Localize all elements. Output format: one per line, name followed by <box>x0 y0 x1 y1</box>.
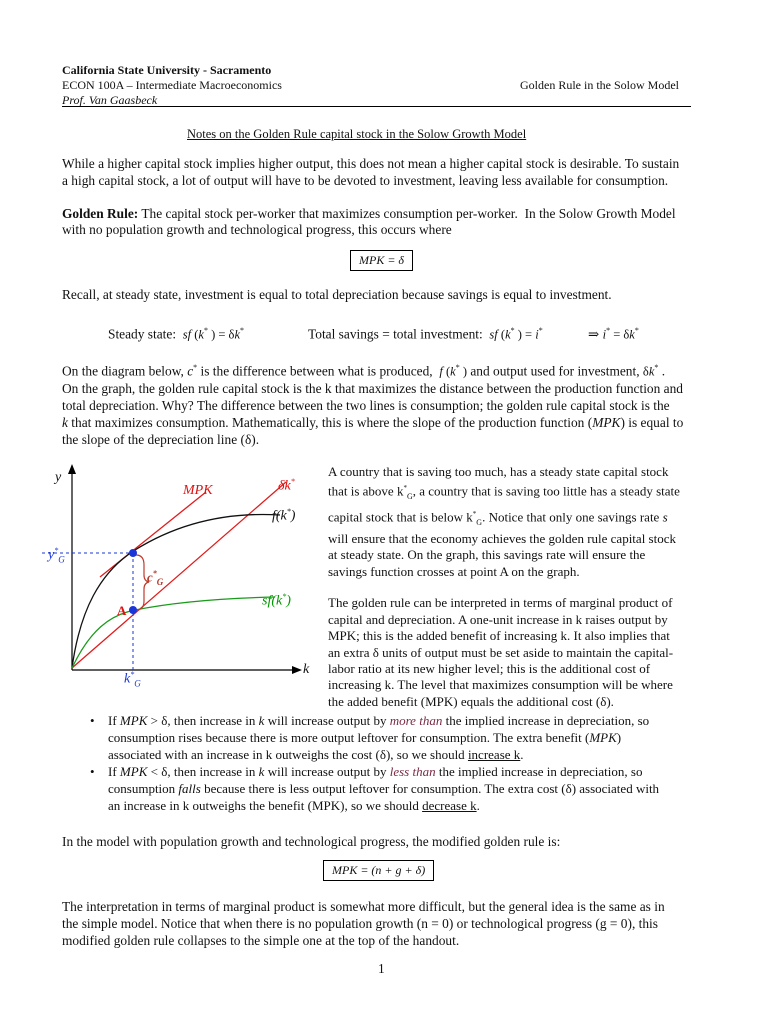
bullet-mpk-greater <box>80 712 720 763</box>
right-column <box>328 464 708 710</box>
diagram-text-1b: is the difference between what is produced, <box>197 363 436 379</box>
golden-rule-line-1: The capital stock per-worker that maximizes consumption per-worker. In the Solow Growth Model <box>138 206 676 221</box>
production-label-text: f(k <box>272 508 287 524</box>
university-name: California State University - Sacramento <box>62 63 272 77</box>
yg-label-sub: G <box>58 554 65 565</box>
diagram-text-line-5: the slope of the depreciation line (δ). <box>62 432 260 447</box>
diagram-text-4c: MPK <box>592 415 621 430</box>
b1-a: If <box>108 713 120 728</box>
diagram-text-1a: On the diagram below, <box>62 363 188 379</box>
steady-state-equation: Steady state: sf (k* ) = δk* <box>108 326 245 342</box>
kg-label <box>124 670 141 688</box>
diagram-text-4a: k <box>62 415 68 430</box>
b2-mpk: MPK <box>119 764 148 779</box>
right-p1-line-4: will ensure that the economy achieves the golden rule capital stock <box>328 531 676 547</box>
page-title: Notes on the Golden Rule capital stock in the Solow Growth Model <box>187 127 527 141</box>
b1-more-than: more than <box>389 713 443 728</box>
b1-line-2-mpk: MPK <box>589 730 617 745</box>
b1-action: increase k <box>467 747 521 762</box>
depreciation-label-text: δk <box>278 478 291 494</box>
b2-a: If <box>108 764 120 779</box>
savings-function-curve <box>72 597 275 668</box>
right-p1-line-5: at steady state. On the graph, this savings rate will ensure the <box>328 547 646 563</box>
point-a-label: A <box>117 603 127 618</box>
b2-d: the implied increase in depreciation, so <box>435 764 643 779</box>
recall-text: Recall, at steady state, investment is equal to total depreciation because savings is equal to investment. <box>62 287 612 302</box>
depreciation-label <box>278 477 295 495</box>
yg-label-star: * <box>54 546 59 555</box>
b1-line-3: associated with an increase in k outweighs the cost (δ), so we should <box>108 747 468 762</box>
cg-label <box>147 569 163 587</box>
header-rule <box>62 106 691 107</box>
bullet-mpk-less <box>80 763 720 814</box>
x-axis-arrow <box>292 666 302 674</box>
right-p1-line-2: that is above $k^*_G$, a country that is saving too little has a steady state <box>328 483 680 502</box>
b2-line-3: an increase in k outweighs the benefit (MPK), so we should <box>108 798 423 813</box>
right-p2-line-3: MPK; this is the added benefit of increasing k. It also implies that <box>328 628 670 644</box>
kg-label-text: k <box>124 671 131 687</box>
professor-name: Prof. Van Gaasbeck <box>62 93 158 107</box>
right-p1-2b: , a country that is saving too little has a steady state <box>412 483 680 499</box>
savings-investment-label: Total savings = total investment: <box>308 326 483 342</box>
yg-label <box>48 546 65 564</box>
course-name: ECON 100A – Intermediate Macroeconomics <box>62 78 282 92</box>
b2-less-than: less than <box>389 764 436 779</box>
production-function-curve <box>72 514 283 668</box>
steady-state-label: Steady state: <box>108 326 177 342</box>
b1-line-2: consumption rises because there is more output leftover for consumption. The extra benefit ( <box>108 730 590 745</box>
b2-action: decrease k <box>422 798 477 813</box>
golden-rule-equation: MPK = δ <box>350 250 413 271</box>
golden-rule-label: Golden Rule: <box>62 206 139 221</box>
right-p2-line-5: labor ratio at its new higher level; this is the additional cost of <box>328 660 651 676</box>
b2-line-2a: consumption <box>108 781 179 796</box>
diagram-text-line-4 <box>62 414 683 431</box>
b2-falls: falls <box>178 781 201 796</box>
savings-label-star: * <box>282 592 287 601</box>
right-p2-line-6: increasing k. The level that maximizes consumption will be where <box>328 677 673 693</box>
header-topic: Golden Rule in the Solow Model <box>520 78 679 92</box>
kg-label-star: * <box>130 670 135 679</box>
b2-b: < δ, then increase in <box>147 764 259 779</box>
b2-c: will increase output by <box>264 764 390 779</box>
mpk-label: MPK <box>183 483 213 498</box>
b2-line-2b: because there is less output leftover for consumption. The extra cost (δ) associated with <box>200 781 660 796</box>
b1-end: . <box>520 747 524 762</box>
golden-rule-graph <box>40 460 320 700</box>
right-p1-line-6: savings function crosses at point A on the graph. <box>328 563 580 579</box>
bullet-list <box>80 712 720 814</box>
b1-c: will increase output by <box>264 713 390 728</box>
yg-label-text: y <box>48 547 55 563</box>
closing-line-2: the simple model. Notice that when there is no population growth (n = 0) or technological progress (g = 0), this <box>62 916 658 931</box>
intro-line-1: While a higher capital stock implies higher output, this does not mean a higher capital stock is desirable. To sustain <box>62 156 680 171</box>
modified-equation: MPK = (n + g + δ) <box>323 860 434 881</box>
right-p1-line-3: capital stock that is below $k^*_G$. Notice that only one savings rate s <box>328 509 668 527</box>
modified-intro: In the model with population growth and technological progress, the modified golden rule is: <box>62 834 561 849</box>
right-p2-line-1: The golden rule can be interpreted in terms of marginal product of <box>328 595 673 611</box>
depreciation-label-star: * <box>290 477 295 486</box>
kg-label-sub: G <box>134 678 141 689</box>
diagram-text-line-2: On the graph, the golden rule capital stock is the k that maximizes the distance between the production function and <box>62 381 683 396</box>
right-p1-2a: that is above k <box>328 483 404 499</box>
right-p2-line-4: an extra δ units of output must be set aside to maintain the capital- <box>328 644 674 660</box>
right-p2-line-2: capital and depreciation. A one-unit increase in k raises output by <box>328 611 668 627</box>
diagram-text-line-1: On the diagram below, c* is the difference between what is produced, f (k* ) and output used for investment, δk* . <box>62 363 666 379</box>
production-label-star: * <box>286 507 291 516</box>
point-a <box>129 606 137 614</box>
b2-k: k <box>258 764 265 779</box>
golden-rule-line-2: with no population growth and technological progress, this occurs where <box>62 222 452 237</box>
b1-k: k <box>258 713 265 728</box>
cg-label-sub: G <box>156 576 164 587</box>
diagram-text-4b: that maximizes consumption. Mathematically, this is where the slope of the production function ( <box>67 415 593 430</box>
savings-label-text: sf(k <box>262 593 283 609</box>
page-number: 1 <box>378 961 385 976</box>
savings-investment-equation: Total savings = total investment: sf (k* ) = i* <box>308 326 543 342</box>
right-p2-line-7: the added benefit (MPK) equals the additional cost (δ). <box>328 693 614 709</box>
intro-line-2: a high capital stock, a lot of output will have to be devoted to investment, leaving less available for consumption. <box>62 173 669 188</box>
closing-line-3: modified golden rule collapses to the simple one at the top of the handout. <box>62 933 460 948</box>
b1-line-2b: ) <box>616 730 622 745</box>
savings-label: sf(k*) <box>262 592 291 609</box>
right-p1-3a: capital stock that is below k <box>328 509 473 525</box>
cg-label-text: c <box>147 569 153 585</box>
b2-end: . <box>476 798 480 813</box>
b1-mpk: MPK <box>119 713 148 728</box>
y-axis-label: y <box>55 470 62 485</box>
production-label: f(k*) <box>272 507 296 524</box>
golden-rule-definition <box>62 205 676 222</box>
b1-b: > δ, then increase in <box>147 713 259 728</box>
diagram-text-4d: ) is equal to <box>620 415 684 430</box>
right-p1-3c: s <box>662 509 668 525</box>
k-axis-label: k <box>303 662 310 677</box>
closing-line-1: The interpretation in terms of marginal product is somewhat more difficult, but the general idea is the same as in <box>62 899 665 914</box>
golden-output-point <box>129 549 137 557</box>
right-p1-line-1: A country that is saving too much, has a steady state capital stock <box>328 464 669 479</box>
right-p1-3b: . Notice that only one savings rate <box>482 509 663 525</box>
diagram-text-line-3: total depreciation. Why? The difference between the two lines is consumption; the golden rule capital stock is the <box>62 398 670 413</box>
depreciation-line <box>72 482 286 668</box>
y-axis-arrow <box>68 464 76 474</box>
diagram-text-1c: and output used for investment, <box>467 363 643 379</box>
b1-d: the implied increase in depreciation, so <box>442 713 650 728</box>
implies-equation: ⇒ i* = δk* <box>588 326 639 342</box>
cg-label-star: * <box>152 569 157 578</box>
